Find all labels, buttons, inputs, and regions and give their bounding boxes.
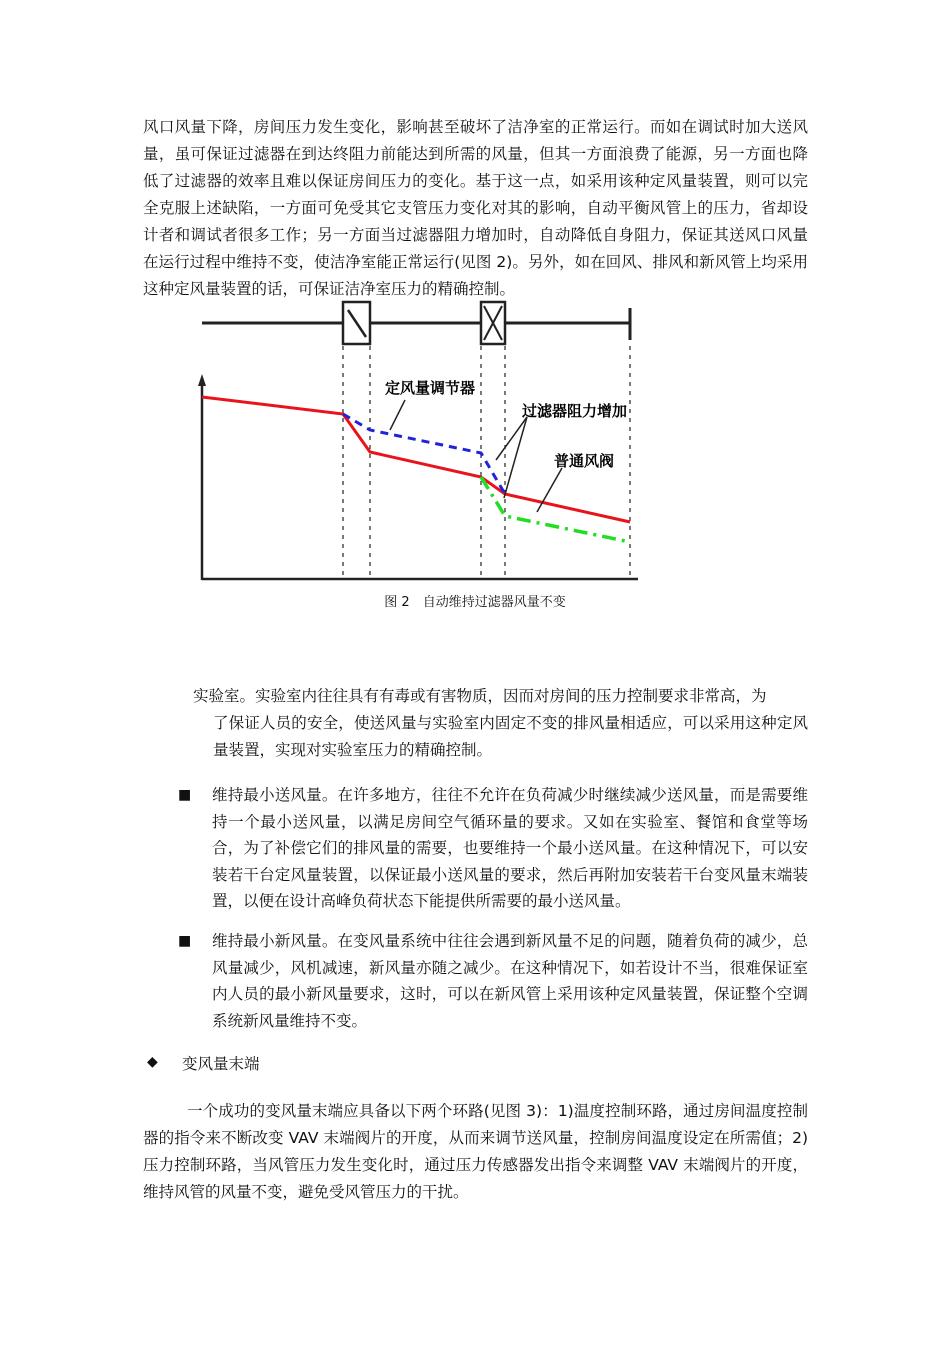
filter-symbol — [481, 302, 505, 344]
green-damper-line — [481, 477, 630, 542]
lab-paragraph-first-line: 实验室。实验室内往往具有有毒或有害物质，因而对房间的压力控制要求非常高，为 — [193, 687, 767, 705]
figure-caption: 图 2 自动维持过滤器风量不变 — [384, 595, 566, 610]
intro-paragraph: 风口风量下降，房间压力发生变化，影响甚至破坏了洁净室的正常运行。而如在调试时加大送风量，虽可保证过滤器在到达终阻力前能达到所需的风量，但其一方面浪费了能源，另一方面也降低了过滤器的效率且难以保证房间压力的变化。基于这一点，如采用该种定风量装置，则可以完全克服上述缺陷，一方面可免受其它支管压力变化对其的影响，自动平衡风管上的压力，省却设计者和调试者很多工作；另一方面当过滤器阻力增加时，自动降低自身阻力，保证其送风口风量在运行过程中维持不变，使洁净室能正常运行(见图 2)。另外，如在回风、排风和新风管上均采用这种定风量装置的话，可保证洁净室压力的精确控制。 — [143, 118, 808, 298]
label-damper: 普通风阀 — [554, 452, 615, 470]
pointer-cav — [390, 400, 405, 430]
heading-marker: ◆ — [147, 1054, 158, 1070]
y-axis-arrow — [198, 374, 206, 386]
bullet-min-supply: 维持最小送风量。在许多地方，往往不允许在负荷减少时继续减少送风量，而是需要维持一个最小送风量，以满足房间空气循环量的要求。又如在实验室、餐馆和食堂等场合，为了补偿它们的排风量的需要，也要维持一个最小送风量。在这种情况下，可以安装若干台定风量装置，以保证最小送风量的要求，然后再附加安装若干台变风量末端装置，以便在设计高峰负荷状态下能提供所需要的最小送风量。 — [212, 786, 808, 910]
lab-paragraph-rest: 了保证人员的安全，使送风量与实验室内固定不变的排风量相适应，可以采用这种定风量装置，实现对实验室压力的精确控制。 — [213, 714, 808, 759]
bullet-marker: ■ — [178, 787, 192, 803]
bullet-marker: ■ — [178, 933, 192, 949]
label-filter: 过滤器阻力增加 — [522, 402, 628, 420]
label-cav: 定风量调节器 — [385, 379, 476, 397]
section-heading: 变风量末端 — [182, 1055, 260, 1073]
vav-paragraph: 一个成功的变风量末端应具备以下两个环路(见图 3)：1)温度控制环路，通过房间温度控制器的指令来不断改变 VAV 末端阀片的开度，从而来调节送风量，控制房间温度设定在所需值；2)压力控制环路，当风管压力发生变化时，通过压力传感器发出指令来调整 VAV 末端阀片的开度，维持风管的风量不变，避免受风管压力的干扰。 — [143, 1102, 808, 1201]
pointer-filter-2 — [504, 417, 527, 498]
pointer-filter-1 — [496, 417, 527, 460]
bullet-min-fresh-air: 维持最小新风量。在变风量系统中往往会遇到新风量不足的问题，随着负荷的减少，总风量减少，风机减速，新风量亦随之减少。在这种情况下，如若设计不当，很难保证室内人员的最小新风量要求，这时，可以在新风管上采用该种定风量装置，保证整个空调系统新风量维持不变。 — [212, 932, 808, 1030]
cav-regulator-symbol — [343, 302, 370, 344]
lab-paragraph — [193, 683, 808, 764]
